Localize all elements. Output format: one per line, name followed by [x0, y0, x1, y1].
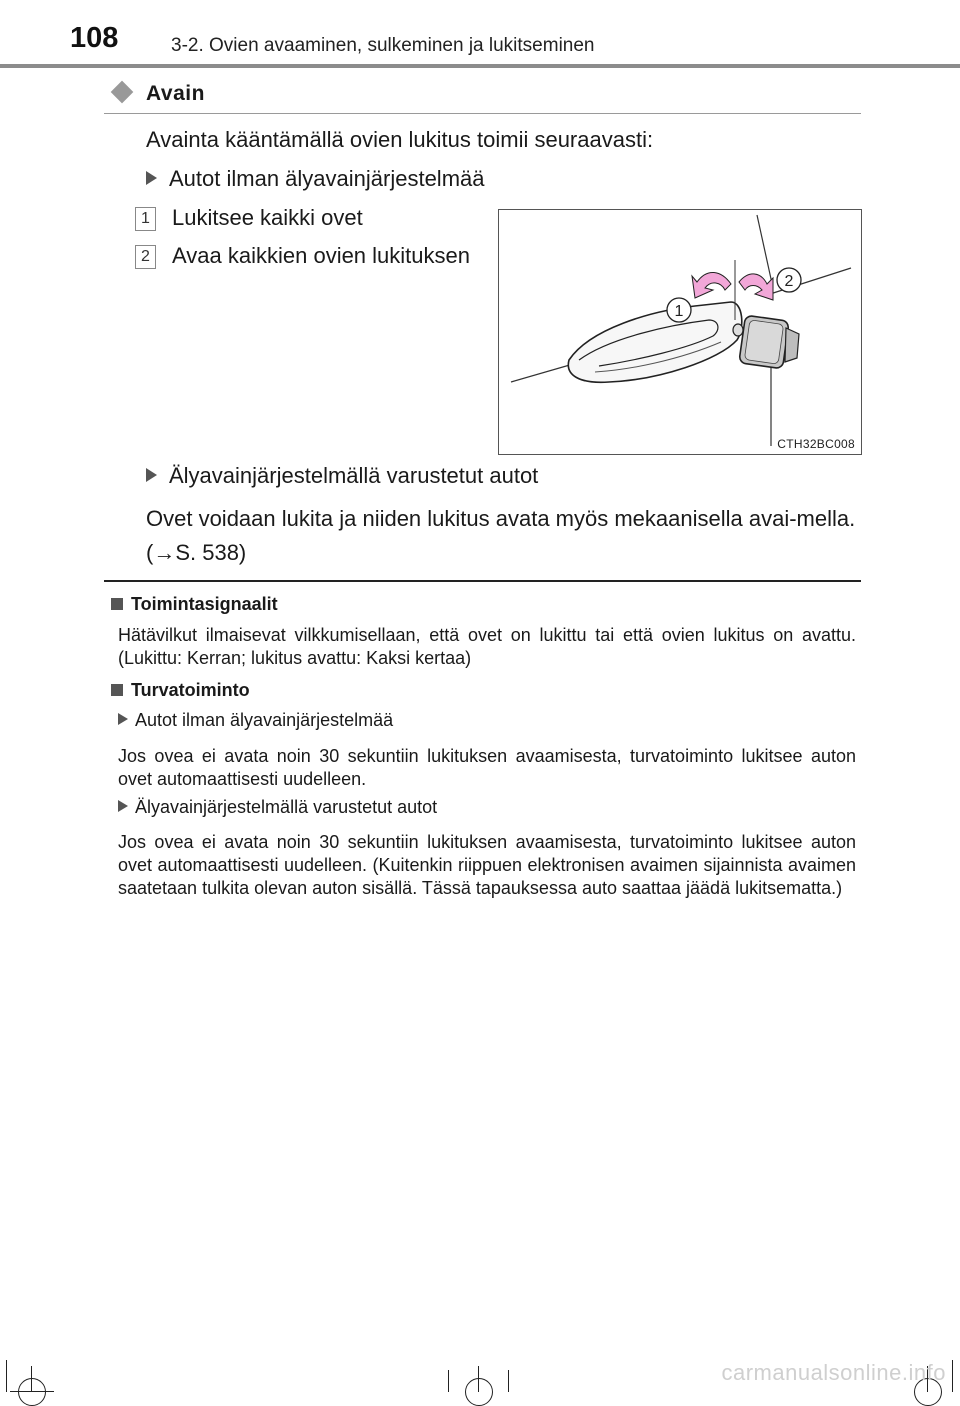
mechanical-key-paragraph: Ovet voidaan lukita ja niiden lukitus avata myös mekaanisella avai-mella. (→S. 538)	[146, 506, 856, 565]
note-heading-label: Toimintasignaalit	[131, 594, 278, 614]
bullet-label: Autot ilman älyavainjärjestelmää	[169, 166, 485, 191]
registration-mark	[465, 1378, 493, 1406]
sub-bullet-no-smart-key	[118, 710, 393, 731]
diamond-icon	[111, 81, 134, 104]
triangle-bullet-icon	[118, 713, 128, 725]
triangle-bullet-icon	[146, 468, 157, 482]
registration-mark	[18, 1378, 46, 1406]
notes-divider	[104, 580, 861, 582]
safety-text-2: Jos ovea ei avata noin 30 sekuntiin lukituksen avaamisesta, turvatoiminto lukitsee auton ovet automaattisesti uudelleen. (Kuitenkin riippuen elektronisen avaimen sijainnista avaimen saatetaan tulkita olevan auton sisällä. Tässä tapauksessa auto saattaa jäädä lukitsematta.)	[118, 832, 856, 898]
callout-1: 1	[674, 303, 684, 320]
section-lead: Avainta kääntämällä ovien lukitus toimii seuraavasti:	[146, 127, 654, 152]
section-divider	[104, 113, 861, 114]
bullet-smart-key	[146, 463, 538, 489]
crop-mark	[508, 1370, 509, 1392]
safety-text-1: Jos ovea ei avata noin 30 sekuntiin lukituksen avaamisesta, turvatoiminto lukitsee auton ovet automaattisesti uudelleen.	[118, 746, 856, 789]
item-text-lock: Lukitsee kaikki ovet	[172, 205, 363, 230]
triangle-bullet-icon	[118, 800, 128, 812]
triangle-bullet-icon	[146, 171, 157, 185]
item-number-2: 2	[135, 245, 156, 269]
figure-code: CTH32BC008	[777, 437, 855, 451]
note-heading-safety	[111, 680, 250, 701]
note-heading-label: Turvatoiminto	[131, 680, 250, 700]
crop-mark	[952, 1360, 953, 1392]
note-heading-signals	[111, 594, 278, 615]
section-title: Avain	[146, 82, 205, 105]
item-text-unlock: Avaa kaikkien ovien lukituksen	[172, 243, 470, 268]
crop-mark	[31, 1366, 32, 1392]
square-bullet-icon	[111, 684, 123, 696]
door-handle-drawing	[499, 210, 861, 454]
sub-bullet-smart-key	[118, 797, 437, 818]
header-divider	[0, 64, 960, 68]
door-key-illustration	[498, 209, 862, 455]
item-number-1: 1	[135, 207, 156, 231]
crop-mark	[478, 1366, 479, 1392]
chapter-title: 3-2. Ovien avaaminen, sulkeminen ja lukitseminen	[171, 35, 595, 56]
page-number: 108	[70, 22, 119, 54]
square-bullet-icon	[111, 598, 123, 610]
bullet-no-smart-key	[146, 166, 485, 192]
crop-mark	[448, 1370, 449, 1392]
crop-mark	[6, 1360, 7, 1392]
note-text-signals: Hätävilkut ilmaisevat vilkkumisellaan, että ovet on lukittu tai että ovien lukitus on avattu. (Lukittu: Kerran; lukitus avattu: Kaksi kertaa)	[118, 625, 856, 668]
bullet-label: Älyavainjärjestelmällä varustetut autot	[169, 463, 539, 488]
callout-2: 2	[784, 273, 794, 290]
sub-bullet-label: Älyavainjärjestelmällä varustetut autot	[135, 797, 438, 817]
sub-bullet-label: Autot ilman älyavainjärjestelmää	[135, 710, 394, 730]
watermark: carmanualsonline.info	[721, 1360, 946, 1385]
